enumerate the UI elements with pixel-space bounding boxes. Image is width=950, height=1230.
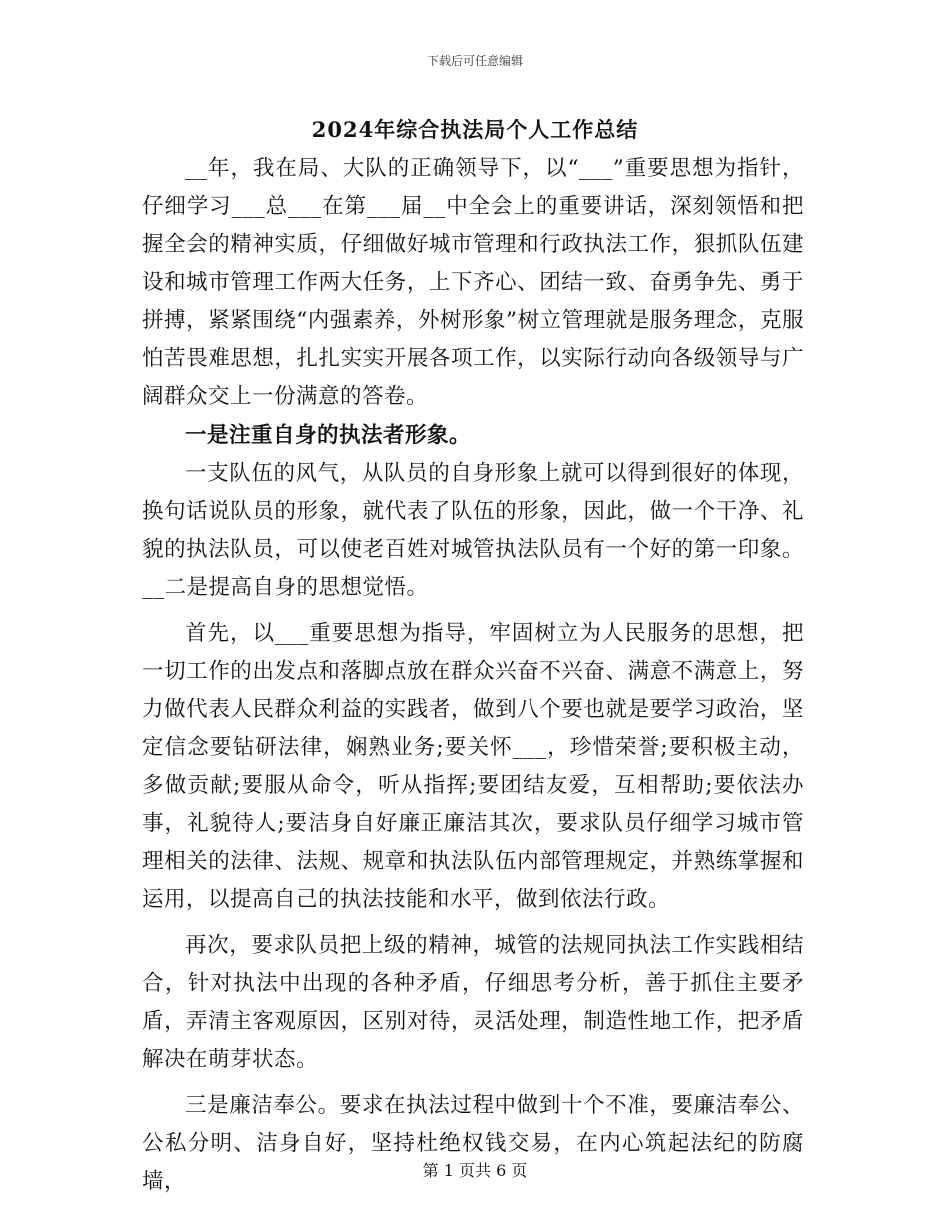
paragraph-4: 三是廉洁奉公。要求在执法过程中做到十个不准，要廉洁奉公、公私分明、洁身自好，坚持杜绝权钱交易，在内心筑起法纪的防腐墙，	[142, 1093, 804, 1194]
page-number-footer: 第 1 页共 6 页	[422, 1161, 528, 1180]
paragraph-1: 一支队伍的风气，从队员的自身形象上就可以得到很好的体现，换句话说队员的形象，就代表了队伍的形象，因此，做一个干净、礼貌的执法队员，可以使老百姓对城管执法队员有一个好的第一印象。__二是提高自身的思想觉悟。	[142, 461, 804, 600]
section-heading-1: 一是注重自身的执法者形象。	[185, 423, 472, 448]
document-body	[142, 150, 804, 1201]
paragraph-3: 再次，要求队员把上级的精神，城管的法规同执法工作实践相结合，针对执法中出现的各种矛盾，仔细思考分析，善于抓住主要矛盾，弄清主客观原因，区别对待，灵活处理，制造性地工作，把矛盾解决在萌芽状态。	[142, 933, 804, 1072]
page-header-note: 下载后可任意编辑	[426, 54, 523, 68]
paragraph-intro: __年，我在局、大队的正确领导下，以“___”重要思想为指针，仔细学习___总___在第___届__中全会上的重要讲话，深刻领悟和把握全会的精神实质，仔细做好城市管理和行政执法工作，狠抓队伍建设和城市管理工作两大任务，上下齐心、团结一致、奋勇争先、勇于拼搏，紧紧围绕“内强素养，外树形象”树立管理就是服务理念，克服怕苦畏难思想，扎扎实实开展各项工作，以实际行动向各级领导与广阔群众交上一份满意的答卷。	[142, 156, 804, 409]
document-title: 2024年综合执法局个人工作总结	[311, 117, 639, 142]
paragraph-2: 首先，以___重要思想为指导，牢固树立为人民服务的思想，把一切工作的出发点和落脚点放在群众兴奋不兴奋、满意不满意上，努力做代表人民群众利益的实践者，做到八个要也就是要学习政治，坚定信念要钻研法律，娴熟业务;要关怀___，珍惜荣誉;要积极主动，多做贡献;要服从命令，听从指挥;要团结友爱，互相帮助;要依法办事，礼貌待人;要洁身自好廉正廉洁其次，要求队员仔细学习城市管理相关的法律、法规、规章和执法队伍内部管理规定，并熟练掌握和运用，以提高自己的执法技能和水平，做到依法行政。	[142, 621, 804, 912]
